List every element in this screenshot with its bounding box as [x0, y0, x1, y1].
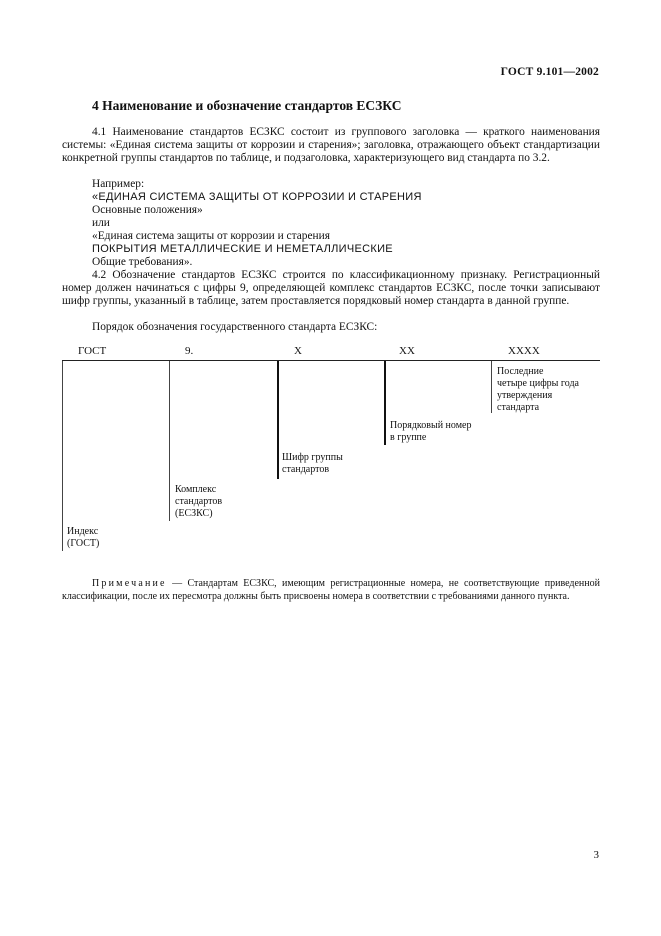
note-text: — Стандартам ЕСЗКС, имеющим регистрационные номера, не соответствующие приведенной классификации, после их пересмотра должны быть присвоены номера в соответствии с требованиями данного пункта. — [62, 578, 600, 602]
diagram-rule — [62, 360, 600, 361]
label-year: ХХХХ — [508, 345, 540, 357]
paragraph-4-2: 4.2 Обозначение стандартов ЕСЗКС строится по классификационному признаку. Регистрационный номер должен начинаться с цифры 9, определяющей комплекс стандартов ЕСЗКС, после точки записывают шифр группы, указанный в таблице, затем проставляется порядковый номер стандарта в данной группе. — [62, 269, 600, 307]
example-line-3: «Единая система защиты от коррозии и старения — [92, 230, 330, 242]
bracket-line-index — [62, 361, 63, 551]
example-line-4: ПОКРЫТИЯ МЕТАЛЛИЧЕСКИЕ И НЕМЕТАЛЛИЧЕСКИЕ — [92, 243, 393, 255]
label-complex: 9. — [185, 345, 194, 357]
bracket-line-year — [491, 361, 492, 413]
caption-serial: Порядковый номер в группе — [390, 420, 472, 443]
bracket-line-complex — [169, 361, 170, 521]
caption-complex: Комплекс стандартов (ЕСЗКС) — [175, 484, 223, 519]
document-code: ГОСТ 9.101—2002 — [500, 66, 599, 78]
order-intro: Порядок обозначения государственного стандарта ЕСЗКС: — [92, 321, 378, 333]
caption-year: Последние четыре цифры года утверждения стандарта — [497, 366, 579, 413]
caption-group: Шифр группы стандартов — [282, 452, 343, 475]
example-line-1: «ЕДИНАЯ СИСТЕМА ЗАЩИТЫ ОТ КОРРОЗИИ И СТАРЕНИЯ — [92, 191, 422, 203]
example-line-5: Общие требования». — [92, 256, 193, 268]
label-gost: ГОСТ — [78, 345, 107, 357]
note — [62, 577, 600, 603]
page-number: 3 — [593, 849, 599, 861]
section-title: 4 Наименование и обозначение стандартов ЕСЗКС — [92, 98, 402, 113]
label-group: Х — [294, 345, 302, 357]
paragraph-4-1: 4.1 Наименование стандартов ЕСЗКС состоит из группового заголовка — краткого наименования системы: «Единая система защиты от коррозии и старения»; заголовка, отражающего объект стандартизации конкретной группы стандартов по таблице, и подзаголовка, характеризующего вид стандарта по 3.2. — [62, 126, 600, 164]
note-label: Примечание — [92, 578, 167, 589]
example-or: или — [92, 217, 110, 229]
bracket-line-serial — [384, 361, 386, 445]
example-intro: Например: — [92, 178, 145, 190]
example-line-2: Основные положения» — [92, 204, 203, 216]
caption-index: Индекс (ГОСТ) — [67, 526, 100, 549]
label-serial: ХХ — [399, 345, 415, 357]
bracket-line-group — [277, 361, 279, 479]
